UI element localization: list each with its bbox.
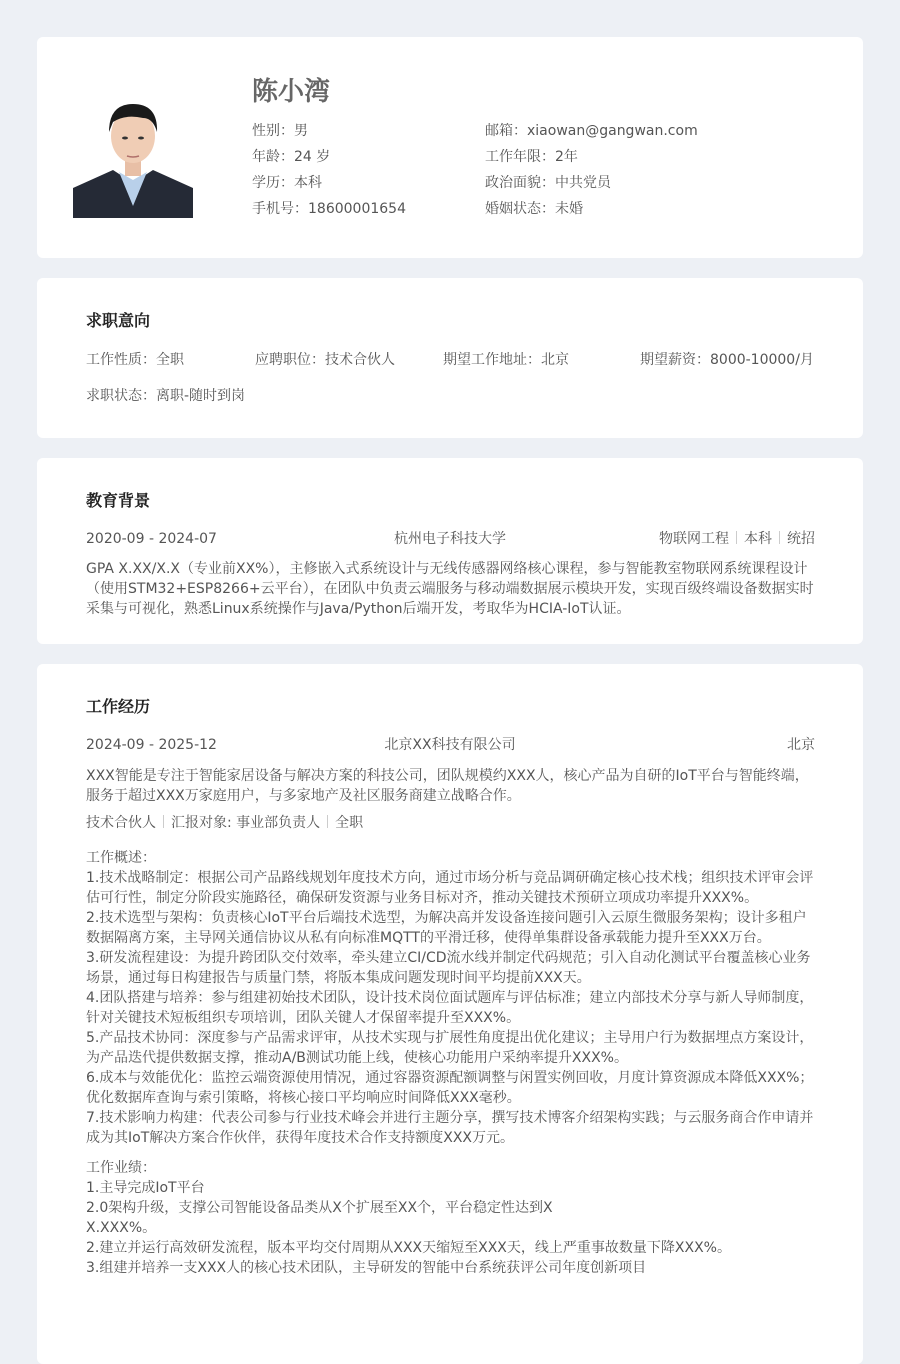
work-tags: 技术合伙人 汇报对象: 事业部负责人 全职: [86, 815, 364, 831]
info-marital: 婚姻状态：未婚: [485, 201, 583, 217]
edu-school: 杭州电子科技大学: [394, 531, 506, 547]
work-company: 北京XX科技有限公司: [384, 737, 516, 753]
intention-salary: 期望薪资：8000-10000/月: [640, 352, 814, 368]
intention-jobtype: 工作性质：全职: [86, 352, 184, 368]
info-phone: 手机号：18600001654: [252, 201, 406, 217]
edu-period: 2020-09 - 2024-07: [86, 531, 217, 547]
edu-tags: 物联网工程 本科 统招: [659, 531, 815, 547]
profile-card: [37, 37, 863, 258]
education-card: [37, 458, 863, 644]
profile-info-left: [252, 118, 406, 222]
work-card: [37, 664, 863, 1364]
intention-position: 应聘职位：技术合伙人: [255, 352, 395, 368]
work-city: 北京: [787, 737, 815, 753]
section-title: 求职意向: [86, 311, 151, 330]
intention-location: 期望工作地址：北京: [443, 352, 569, 368]
work-period: 2024-09 - 2025-12: [86, 737, 217, 753]
info-email: 邮箱：xiaowan@gangwan.com: [485, 123, 698, 139]
info-political: 政治面貌：中共党员: [485, 175, 611, 191]
info-gender: 性别：男: [252, 123, 308, 139]
info-education: 学历：本科: [252, 175, 322, 191]
section-title: 教育背景: [86, 491, 151, 510]
candidate-name: 陈小湾: [252, 77, 331, 107]
edu-description: GPA X.XX/X.X（专业前XX%），主修嵌入式系统设计与无线传感器网络核心课程，参与智能教室物联网系统课程设计（使用STM32+ESP8266+云平台），在团队中负责云端服务与移动端数据展示模块开发，实现百级终端设备数据实时采集与可视化，熟悉Linux系统操作与Java/Python后端开发，考取华为HCIA-IoT认证。: [86, 561, 814, 617]
work-overview: 工作概述： 1.技术战略制定：根据公司产品路线规划年度技术方向，通过市场分析与竞品调研确定核心技术栈；组织技术评审会评估可行性，制定分阶段实施路径，确保研发资源与业务目标对齐，推动关键技术预研立项成功率提升XXX%。 2.技术选型与架构：负责核心IoT平台后端技术选型，为解决高并发设备连接问题引入云原生微服务架构；设计多租户数据隔离方案，主导网关通信协议从私有向标准MQTT的平滑迁移，使得单集群设备承载能力提升至XXX万台。 3.研发流程建设：为提升跨团队交付效率，牵头建立CI/CD流水线并制定代码规范；引入自动化测试平台覆盖核心业务场景，通过每日构建报告与质量门禁，将版本集成问题发现时间平均提前XXX天。 4.团队搭建与培养：参与组建初始技术团队，设计技术岗位面试题库与评估标准；建立内部技术分享与新人导师制度，针对关键技术短板组织专项培训，团队关键人才保留率提升至XXX%。 5.产品技术协同：深度参与产品需求评审，从技术实现与扩展性角度提出优化建议；主导用户行为数据埋点方案设计，为产品迭代提供数据支撑，推动A/B测试功能上线，使核心功能用户采纳率提升XXX%。 6.成本与效能优化：监控云端资源使用情况，通过容器资源配额调整与闲置实例回收，月度计算资源成本降低XXX%；优化数据库查询与索引策略，将核心接口平均响应时间降低XXX毫秒。 7.技术影响力构建：代表公司参与行业技术峰会并进行主题分享，撰写技术博客介绍架构实践；与云服务商合作申请并成为其IoT解决方案合作伙伴，获得年度技术合作支持额度XXX万元。 工作业绩： 1.主导完成IoT平台 2.0架构升级，支撑公司智能设备品类从X个扩展至XX个，平台稳定性达到X X.XXX%。 2.建立并运行高效研发流程，版本平均交付周期从XXX天缩短至XXX天，线上严重事故数量下降XXX%。 3.组建并培养一支XXX人的核心技术团队，主导研发的智能中台系统获评公司年度创新项目: [86, 848, 816, 1278]
section-title: 工作经历: [86, 697, 151, 716]
profile-info-right: [485, 118, 698, 222]
info-age: 年龄：24 岁: [252, 149, 331, 165]
intention-status: 求职状态：离职-随时到岗: [86, 388, 246, 404]
avatar-photo: [73, 88, 193, 218]
company-description: XXX智能是专注于智能家居设备与解决方案的科技公司，团队规模约XXX人，核心产品为自研的IoT平台与智能终端，服务于超过XXX万家庭用户，与多家地产及社区服务商建立战略合作。: [86, 768, 809, 804]
achievements-title: 工作业绩：: [86, 1160, 156, 1176]
intention-card: [37, 278, 863, 438]
info-work-years: 工作年限：2年: [485, 149, 578, 165]
